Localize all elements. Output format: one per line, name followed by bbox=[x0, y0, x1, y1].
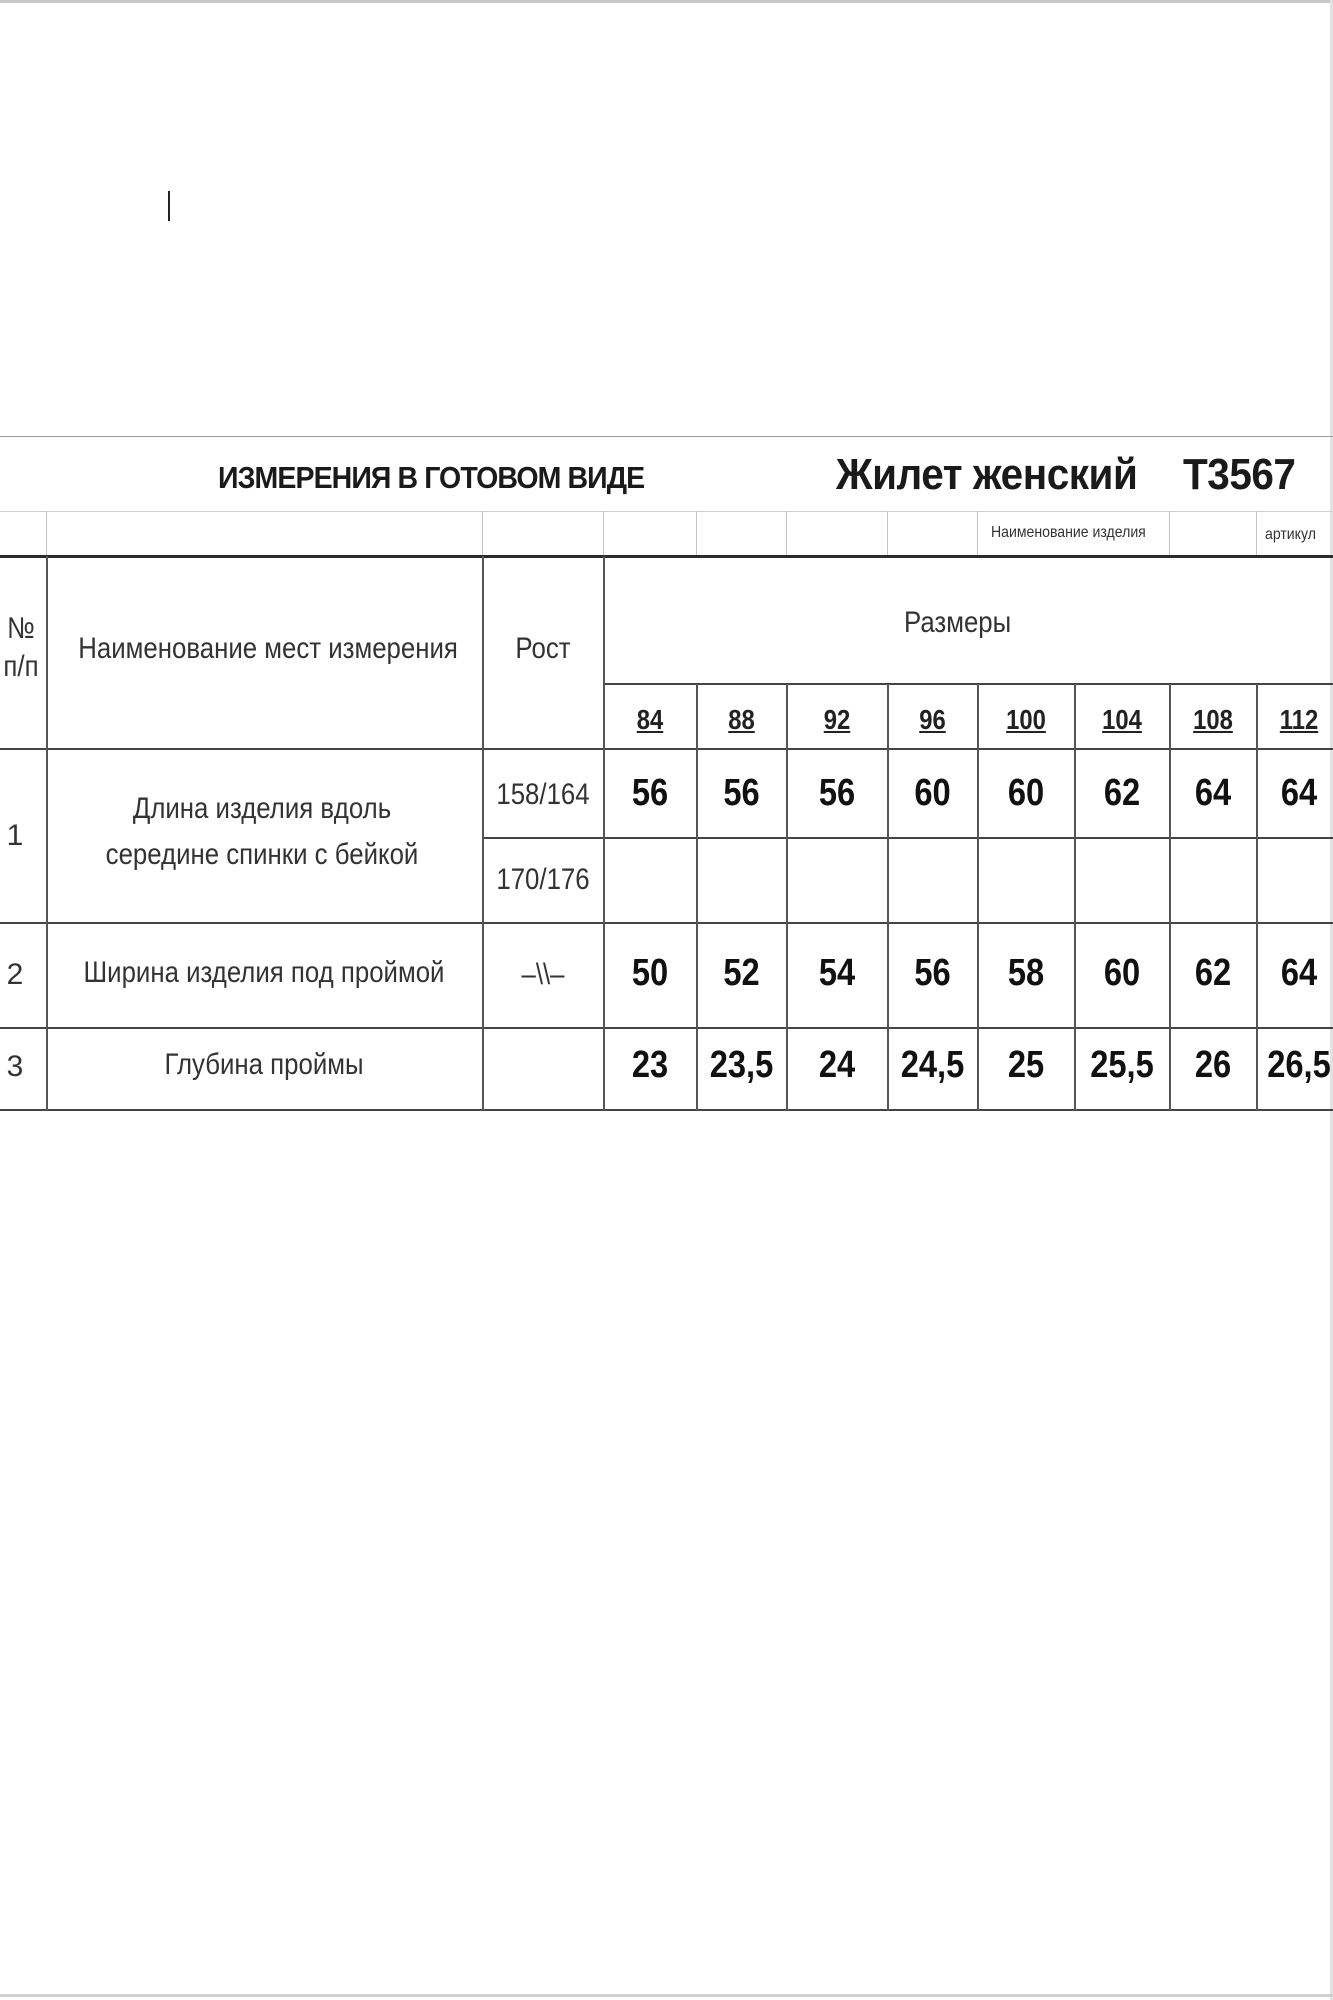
measurement-name: Глубина проймы bbox=[164, 1048, 364, 1081]
measurement-value: 25,5 bbox=[1090, 1044, 1154, 1086]
title-row-rule bbox=[0, 511, 1333, 512]
row-3-top-rule bbox=[0, 1027, 1333, 1029]
size-header: 112 bbox=[1279, 704, 1319, 735]
height-value: 158/164 bbox=[496, 778, 590, 811]
measurement-value: 60 bbox=[1007, 772, 1045, 814]
col-rule bbox=[696, 684, 698, 1111]
caption-rule bbox=[603, 511, 604, 555]
height-value: –\\– bbox=[521, 958, 565, 991]
row-1-split-rule bbox=[482, 837, 1333, 839]
size-header: 108 bbox=[1193, 704, 1233, 735]
measurement-value: 60 bbox=[914, 772, 951, 814]
measurement-value: 26 bbox=[1194, 1044, 1232, 1086]
col-rule bbox=[482, 556, 484, 1111]
row-number: 2 bbox=[6, 958, 24, 991]
measurement-value: 23 bbox=[631, 1044, 669, 1086]
measurement-name-column-header: Наименование мест измерения bbox=[78, 632, 458, 665]
number-column-header: № п/п bbox=[3, 612, 39, 683]
caption-rule bbox=[977, 511, 978, 555]
measurement-name: Ширина изделия под проймой bbox=[83, 956, 445, 989]
article-number: Т3567 bbox=[1183, 450, 1296, 499]
caption-rule bbox=[696, 511, 697, 555]
measurement-table bbox=[0, 436, 1333, 1111]
document-title: ИЗМЕРЕНИЯ В ГОТОВОМ ВИДЕ bbox=[218, 460, 645, 495]
height-column-header: Рост bbox=[515, 632, 571, 665]
table-bottom-rule bbox=[0, 1109, 1333, 1111]
measurement-value: 52 bbox=[723, 952, 760, 994]
caption-rule bbox=[786, 511, 787, 555]
col-rule bbox=[1169, 684, 1171, 1111]
size-header: 88 bbox=[728, 704, 755, 735]
measurement-value: 24 bbox=[818, 1044, 856, 1086]
caption-rule bbox=[1256, 511, 1257, 555]
sizes-rule bbox=[603, 683, 1333, 685]
row-1-top-rule bbox=[0, 748, 1333, 750]
col-rule bbox=[1256, 684, 1258, 1111]
size-header: 104 bbox=[1102, 704, 1142, 735]
text-cursor bbox=[168, 191, 170, 221]
caption-rule bbox=[887, 511, 888, 555]
header-rule bbox=[0, 555, 1333, 558]
measurement-value: 56 bbox=[914, 952, 951, 994]
measurement-value: 58 bbox=[1007, 952, 1045, 994]
row-number: 1 bbox=[6, 819, 24, 852]
caption-rule bbox=[1169, 511, 1170, 555]
sizes-column-header: Размеры bbox=[903, 606, 1012, 639]
measurement-value: 56 bbox=[631, 772, 669, 814]
size-header: 96 bbox=[919, 704, 946, 735]
row-number: 3 bbox=[6, 1050, 24, 1083]
caption-rule bbox=[46, 511, 47, 555]
col-rule bbox=[46, 556, 48, 1111]
measurement-value: 23,5 bbox=[709, 1044, 774, 1086]
measurement-value: 25 bbox=[1007, 1044, 1045, 1086]
measurement-value: 62 bbox=[1194, 952, 1232, 994]
col-rule bbox=[1074, 684, 1076, 1111]
col-rule bbox=[887, 684, 889, 1111]
measurement-value: 54 bbox=[818, 952, 856, 994]
measurement-value: 24,5 bbox=[900, 1044, 965, 1086]
measurement-value: 64 bbox=[1280, 952, 1318, 994]
measurement-value: 60 bbox=[1103, 952, 1141, 994]
height-value: 170/176 bbox=[496, 863, 590, 896]
row-2-top-rule bbox=[0, 922, 1333, 924]
size-header: 92 bbox=[823, 704, 851, 735]
col-rule bbox=[977, 684, 979, 1111]
measurement-value: 64 bbox=[1194, 772, 1232, 814]
page-top-border bbox=[0, 0, 1333, 3]
article-caption: артикул bbox=[1265, 526, 1316, 543]
caption-rule bbox=[482, 511, 483, 555]
measurement-name: Длина изделия вдоль середине спинки с бейкой bbox=[105, 792, 419, 871]
measurement-value: 26,5 bbox=[1267, 1044, 1331, 1086]
col-rule bbox=[786, 684, 788, 1111]
measurement-value: 50 bbox=[631, 952, 669, 994]
size-header: 84 bbox=[636, 704, 664, 735]
size-header: 100 bbox=[1006, 704, 1046, 735]
measurement-value: 56 bbox=[723, 772, 760, 814]
measurement-value: 62 bbox=[1103, 772, 1141, 814]
product-name: Жилет женский bbox=[836, 450, 1138, 499]
measurement-value: 64 bbox=[1280, 772, 1318, 814]
product-name-caption: Наименование изделия bbox=[991, 524, 1146, 541]
measurement-value: 56 bbox=[818, 772, 856, 814]
table-rule-top bbox=[0, 436, 1333, 437]
page-bottom-border bbox=[0, 1994, 1333, 1997]
